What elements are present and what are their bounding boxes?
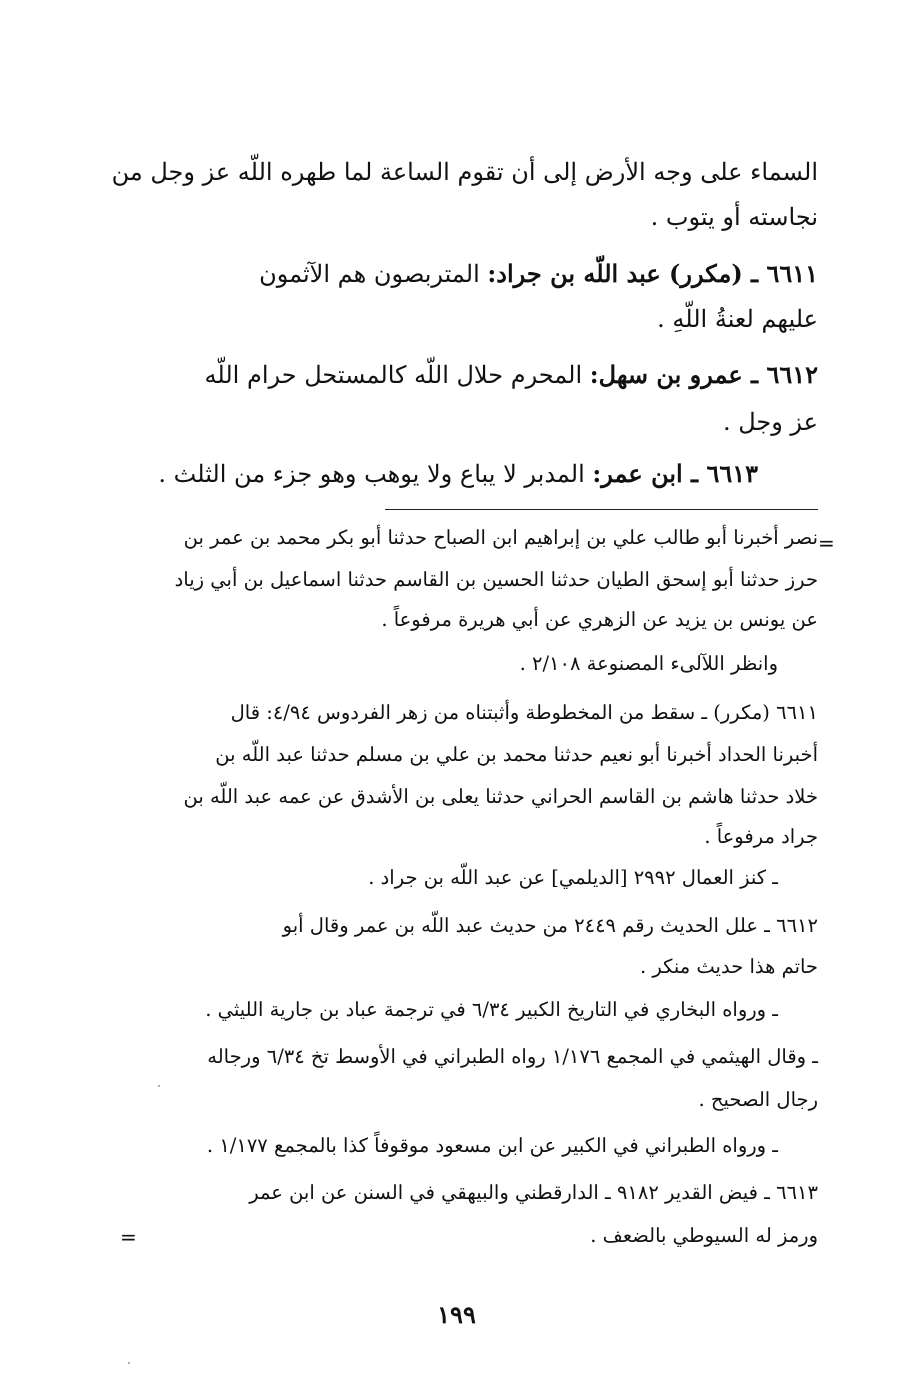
footnote-line: ٦٦١٢ ـ علل الحديث رقم ٢٤٤٩ من حديث عبد اللّه بن عمر وقال أبو [282,914,818,937]
footnote-line: نصر أخبرنا أبو طالب علي بن إبراهيم ابن الصباح حدثنا أبو بكر محمد بن عمر بن [183,526,818,549]
footnote-line: رجال الصحيح . [698,1088,818,1111]
footnote-line: أخبرنا الحداد أخبرنا أبو نعيم حدثنا محمد بن علي بن مسلم حدثنا عبد اللّه بن [215,743,818,766]
footnote-line: خلاد حدثنا هاشم بن القاسم الحراني حدثنا يعلى بن الأشدق عن عمه عبد اللّه بن [183,785,818,808]
scan-speck [158,1085,160,1087]
entry-6611-line1 [259,259,818,288]
footnote-line: ٦٦١٣ ـ فيض القدير ٩١٨٢ ـ الدارقطني والبيهقي في السنن عن ابن عمر [249,1181,818,1204]
entry-6613-heading: ٦٦١٣ ـ ابن عمر: [592,459,758,488]
footnote-line: ـ ورواه الطبراني في الكبير عن ابن مسعود موقوفاً كذا بالمجمع ١/١٧٧ . [206,1134,778,1157]
footnote-line: ـ كنز العمال ٢٩٩٢ [الديلمي] عن عبد اللّه بن جراد . [368,866,778,889]
footnote-line: ٦٦١١ (مكرر) ـ سقط من المخطوطة وأثبتناه من زهر الفردوس ٤/٩٤: قال [230,701,818,724]
footnote-line: حاتم هذا حديث منكر . [639,955,818,978]
footnote-line: ـ وقال الهيثمي في المجمع ١/١٧٦ رواه الطبراني في الأوسط تخ ٦/٣٤ ورجاله [207,1045,818,1068]
entry-6611-line2: عليهم لعنةُ اللّهِ . [657,305,818,333]
footnote-line: عن يونس بن يزيد عن الزهري عن أبي هريرة مرفوعاً . [381,608,818,631]
footnote-line: جراد مرفوعاً . [704,825,818,848]
entry-6613-text: المدبر لا يباع ولا يوهب وهو جزء من الثلث . [158,460,585,488]
entry-6611-text: المتربصون هم الآثمون [259,260,480,288]
continuation-mark-bottom: = [120,1225,137,1249]
footnote-separator [385,509,818,510]
footnote-line: وانظر اللآلىء المصنوعة ٢/١٠٨ . [519,652,778,675]
footnote-line: حرز حدثنا أبو إسحق الطيان حدثنا الحسين بن القاسم حدثنا اسماعيل بن أبي زياد [174,568,818,591]
main-para1-line2: نجاسته أو يتوب . [650,203,818,231]
footnote-line: ـ ورواه البخاري في التاريخ الكبير ٦/٣٤ في ترجمة عباد بن جارية الليثي . [205,998,778,1021]
scan-speck [128,1362,130,1364]
entry-6612-heading: ٦٦١٢ ـ عمرو بن سهل: [589,360,818,389]
entry-6613-line1 [158,459,758,488]
continuation-mark-top: = [818,531,835,555]
entry-6612-text: المحرم حلال اللّه كالمستحل حرام اللّه [204,361,583,389]
entry-6612-line1 [204,360,818,389]
page-number: ١٩٩ [437,1300,476,1329]
main-para1-line1: السماء على وجه الأرض إلى أن تقوم الساعة لما طهره اللّه عز وجل من [111,158,818,186]
entry-6612-line2: عز وجل . [722,408,818,436]
footnote-line: ورمز له السيوطي بالضعف . [590,1224,818,1247]
entry-6611-heading: ٦٦١١ ـ (مكرر) عبد اللّه بن جراد: [487,259,818,288]
